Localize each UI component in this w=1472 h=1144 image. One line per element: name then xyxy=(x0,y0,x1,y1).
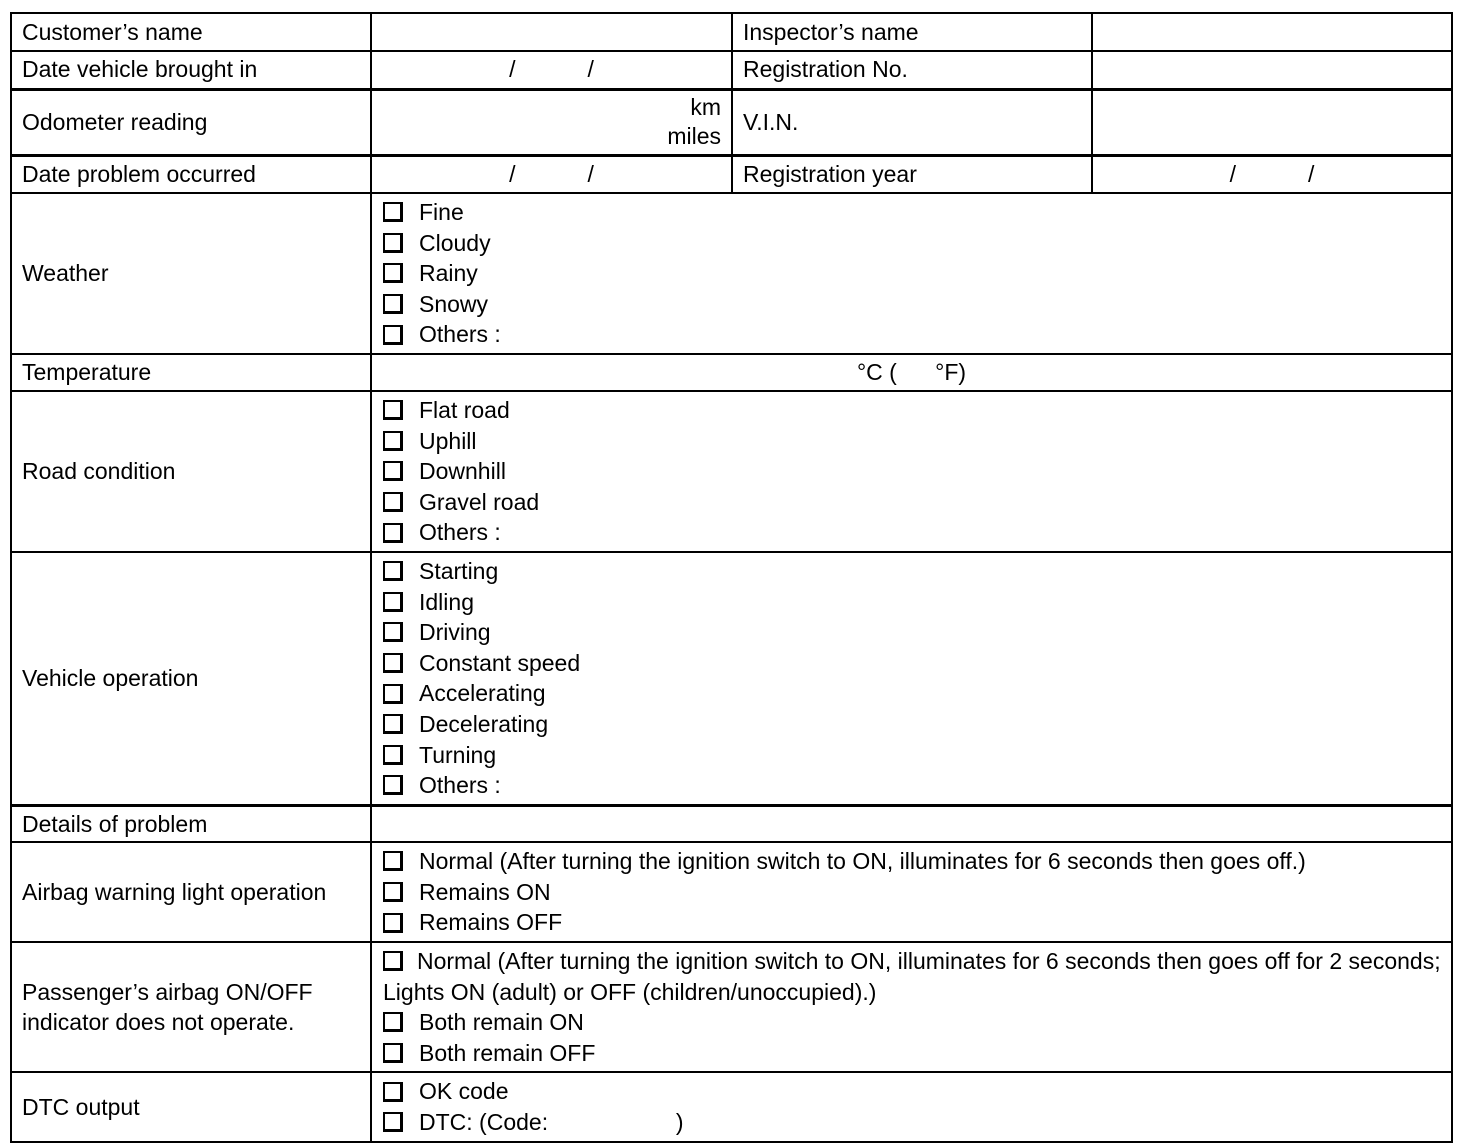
checkbox[interactable] xyxy=(383,523,403,543)
temperature-field[interactable] xyxy=(371,354,1452,391)
operation-option[interactable]: Decelerating xyxy=(383,709,1441,740)
checkbox[interactable] xyxy=(383,400,403,420)
vin-label: V.I.N. xyxy=(732,89,1092,155)
airbag-light-options xyxy=(371,842,1452,942)
checkbox[interactable] xyxy=(383,325,403,345)
date-separator: / xyxy=(509,160,516,187)
weather-option[interactable]: Snowy xyxy=(383,289,1441,320)
registration-no-field[interactable] xyxy=(1092,51,1452,89)
checkbox[interactable] xyxy=(383,1012,403,1032)
details-field[interactable] xyxy=(371,805,1452,842)
inspection-form xyxy=(10,12,1453,1143)
airbag-option[interactable]: Remains ON xyxy=(383,877,1441,908)
weather-label: Weather xyxy=(11,193,371,354)
weather-option[interactable]: Fine xyxy=(383,197,1441,228)
date-separator: / xyxy=(587,160,594,187)
weather-options xyxy=(371,193,1452,354)
passenger-airbag-label: Passenger’s airbag ON/OFF indicator does not operate. xyxy=(11,942,371,1072)
road-condition-label: Road condition xyxy=(11,391,371,552)
date-brought-in-field[interactable] xyxy=(371,51,732,89)
checkbox[interactable] xyxy=(383,492,403,512)
checkbox[interactable] xyxy=(383,561,403,581)
checkbox[interactable] xyxy=(383,653,403,673)
checkbox[interactable] xyxy=(383,592,403,612)
date-separator: / xyxy=(509,56,516,83)
airbag-light-label: Airbag warning light operation xyxy=(11,842,371,942)
checkbox[interactable] xyxy=(383,1112,403,1132)
operation-option[interactable]: Accelerating xyxy=(383,678,1441,709)
date-brought-in-label: Date vehicle brought in xyxy=(11,51,371,89)
airbag-option[interactable]: Normal (After turning the ignition switch to ON, illuminates for 6 seconds then goes off.) xyxy=(383,846,1441,877)
checkbox[interactable] xyxy=(383,684,403,704)
date-problem-label: Date problem occurred xyxy=(11,155,371,193)
passenger-airbag-options xyxy=(371,942,1452,1072)
checkbox[interactable] xyxy=(383,1043,403,1063)
weather-option[interactable]: Others : xyxy=(383,319,1441,350)
road-option[interactable]: Gravel road xyxy=(383,487,1441,518)
vehicle-operation-label: Vehicle operation xyxy=(11,552,371,805)
odometer-unit-km: km xyxy=(690,94,721,120)
dtc-label: DTC output xyxy=(11,1072,371,1141)
road-condition-options xyxy=(371,391,1452,552)
registration-no-label: Registration No. xyxy=(732,51,1092,89)
checkbox[interactable] xyxy=(383,233,403,253)
temperature-units: °C ( °F) xyxy=(856,359,967,386)
weather-option[interactable]: Rainy xyxy=(383,258,1441,289)
passenger-option[interactable]: Normal (After turning the ignition switch to ON, illuminates for 6 seconds then goes off for 2 seconds; Lights ON (adult) or OFF (children/unoccupied).) xyxy=(383,947,1441,1005)
checkbox[interactable] xyxy=(383,461,403,481)
weather-option[interactable]: Cloudy xyxy=(383,228,1441,259)
checkbox[interactable] xyxy=(383,294,403,314)
checkbox[interactable] xyxy=(383,951,403,971)
operation-option[interactable]: Others : xyxy=(383,770,1441,801)
vehicle-operation-options xyxy=(371,552,1452,805)
operation-option[interactable]: Driving xyxy=(383,617,1441,648)
checkbox[interactable] xyxy=(383,714,403,734)
inspector-name-label: Inspector’s name xyxy=(732,13,1092,51)
checkbox[interactable] xyxy=(383,851,403,871)
registration-year-label: Registration year xyxy=(732,155,1092,193)
operation-option[interactable]: Turning xyxy=(383,740,1441,771)
operation-option[interactable]: Starting xyxy=(383,556,1441,587)
dtc-option[interactable]: OK code xyxy=(383,1076,1441,1107)
airbag-option[interactable]: Remains OFF xyxy=(383,907,1441,938)
checkbox[interactable] xyxy=(383,913,403,933)
checkbox[interactable] xyxy=(383,1082,403,1102)
passenger-option[interactable]: Both remain OFF xyxy=(383,1038,1441,1069)
date-separator: / xyxy=(587,56,594,83)
customer-name-field[interactable] xyxy=(371,13,732,51)
date-problem-field[interactable] xyxy=(371,155,732,193)
road-option[interactable]: Downhill xyxy=(383,456,1441,487)
checkbox[interactable] xyxy=(383,775,403,795)
road-option[interactable]: Uphill xyxy=(383,426,1441,457)
odometer-field[interactable] xyxy=(371,89,732,155)
checkbox[interactable] xyxy=(383,202,403,222)
dtc-option[interactable]: DTC: (Code: ) xyxy=(383,1107,1441,1138)
checkbox[interactable] xyxy=(383,431,403,451)
date-separator: / xyxy=(1229,160,1236,187)
details-label: Details of problem xyxy=(11,805,371,842)
odometer-unit-miles: miles xyxy=(667,123,721,149)
checkbox[interactable] xyxy=(383,263,403,283)
temperature-label: Temperature xyxy=(11,354,371,391)
vin-field[interactable] xyxy=(1092,89,1452,155)
dtc-options xyxy=(371,1072,1452,1141)
passenger-option[interactable]: Both remain ON xyxy=(383,1007,1441,1038)
registration-year-field[interactable] xyxy=(1092,155,1452,193)
operation-option[interactable]: Idling xyxy=(383,587,1441,618)
operation-option[interactable]: Constant speed xyxy=(383,648,1441,679)
checkbox[interactable] xyxy=(383,882,403,902)
road-option[interactable]: Others : xyxy=(383,517,1441,548)
customer-name-label: Customer’s name xyxy=(11,13,371,51)
date-separator: / xyxy=(1308,160,1315,187)
odometer-label: Odometer reading xyxy=(11,89,371,155)
road-option[interactable]: Flat road xyxy=(383,395,1441,426)
checkbox[interactable] xyxy=(383,622,403,642)
inspector-name-field[interactable] xyxy=(1092,13,1452,51)
checkbox[interactable] xyxy=(383,745,403,765)
